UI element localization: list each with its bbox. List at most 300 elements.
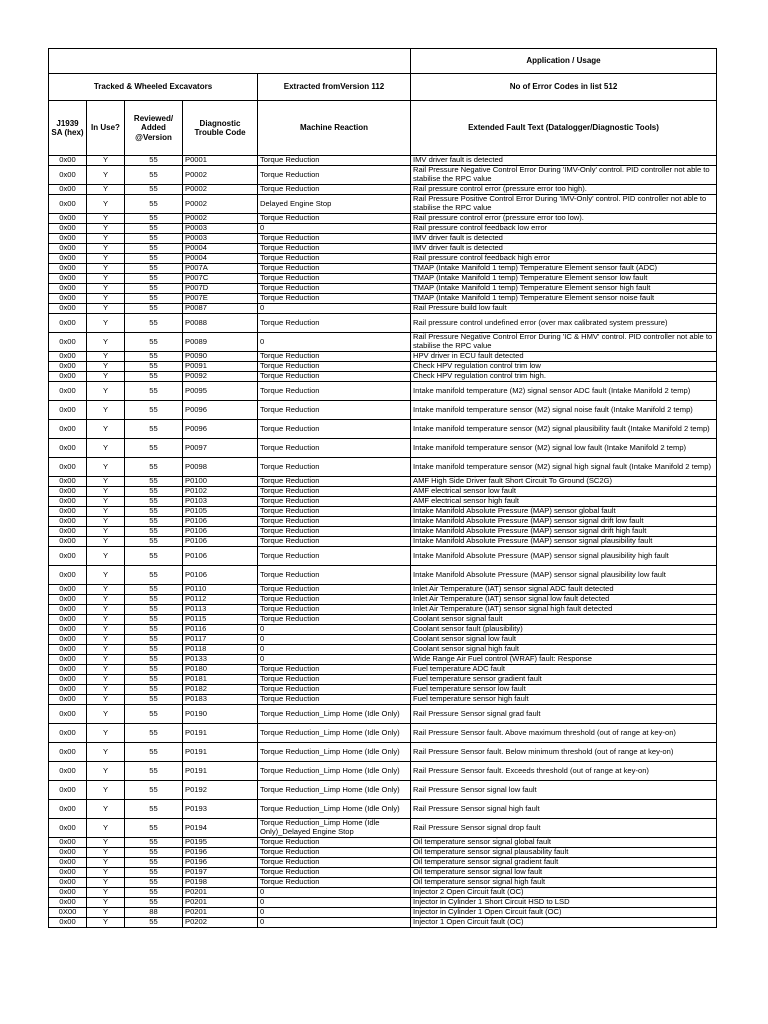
cell-version: 55: [125, 507, 183, 517]
cell-dtc: P0201: [183, 898, 258, 908]
table-row: [49, 382, 717, 401]
cell-fault-text: Fuel temperature sensor low fault: [411, 685, 717, 695]
cell-sa: 0x00: [49, 819, 87, 838]
cell-sa: 0x00: [49, 166, 87, 185]
cell-dtc: P0191: [183, 724, 258, 743]
cell-version: 55: [125, 284, 183, 294]
cell-in-use: Y: [87, 284, 125, 294]
cell-in-use: Y: [87, 858, 125, 868]
cell-in-use: Y: [87, 675, 125, 685]
cell-sa: 0x00: [49, 224, 87, 234]
cell-in-use: Y: [87, 517, 125, 527]
cell-fault-text: Fuel temperature sensor high fault: [411, 695, 717, 705]
cell-dtc: P0196: [183, 848, 258, 858]
cell-fault-text: TMAP (Intake Manifold 1 temp) Temperature Element sensor noise fault: [411, 294, 717, 304]
cell-sa: 0x00: [49, 781, 87, 800]
cell-dtc: P0196: [183, 858, 258, 868]
cell-in-use: Y: [87, 868, 125, 878]
cell-fault-text: Coolant sensor signal high fault: [411, 645, 717, 655]
cell-sa: 0x00: [49, 645, 87, 655]
table-row: [49, 566, 717, 585]
cell-reaction: Torque Reduction: [258, 244, 411, 254]
cell-dtc: P007E: [183, 294, 258, 304]
cell-version: 55: [125, 848, 183, 858]
cell-version: 55: [125, 195, 183, 214]
cell-sa: 0x00: [49, 362, 87, 372]
cell-in-use: Y: [87, 214, 125, 224]
cell-dtc: P0191: [183, 743, 258, 762]
cell-version: 55: [125, 264, 183, 274]
cell-version: 55: [125, 224, 183, 234]
cell-dtc: P0089: [183, 333, 258, 352]
cell-version: 55: [125, 382, 183, 401]
table-row: [49, 244, 717, 254]
cell-fault-text: Oil temperature sensor signal high fault: [411, 878, 717, 888]
table-row: [49, 878, 717, 888]
cell-sa: 0x00: [49, 625, 87, 635]
cell-reaction: Torque Reduction: [258, 665, 411, 675]
cell-reaction: Torque Reduction_Limp Home (Idle Only)_Delayed Engine Stop: [258, 819, 411, 838]
cell-fault-text: Fuel temperature sensor gradient fault: [411, 675, 717, 685]
cell-sa: 0x00: [49, 705, 87, 724]
table-row: [49, 695, 717, 705]
cell-dtc: P0112: [183, 595, 258, 605]
cell-sa: 0x00: [49, 382, 87, 401]
cell-fault-text: Injector 1 Open Circuit fault (OC): [411, 918, 717, 928]
table-row: [49, 848, 717, 858]
cell-sa: 0x00: [49, 537, 87, 547]
cell-fault-text: Intake manifold temperature sensor (M2) signal noise fault (Intake Manifold 2 temp): [411, 401, 717, 420]
cell-reaction: 0: [258, 918, 411, 928]
cell-in-use: Y: [87, 585, 125, 595]
cell-dtc: P0002: [183, 214, 258, 224]
extracted-version-header: Extracted fromVersion 112: [258, 74, 411, 101]
cell-sa: 0x00: [49, 605, 87, 615]
fault-code-table: [48, 48, 717, 928]
cell-sa: 0x00: [49, 615, 87, 625]
cell-sa: 0x00: [49, 477, 87, 487]
cell-reaction: Torque Reduction: [258, 605, 411, 615]
cell-dtc: P0001: [183, 156, 258, 166]
cell-version: 55: [125, 655, 183, 665]
cell-fault-text: Injector in Cylinder 1 Short Circuit HSD to LSD: [411, 898, 717, 908]
cell-dtc: P0087: [183, 304, 258, 314]
cell-version: 55: [125, 645, 183, 655]
cell-in-use: Y: [87, 838, 125, 848]
cell-in-use: Y: [87, 655, 125, 665]
cell-in-use: Y: [87, 625, 125, 635]
cell-reaction: Torque Reduction: [258, 420, 411, 439]
cell-sa: 0x00: [49, 314, 87, 333]
cell-fault-text: Intake manifold temperature sensor (M2) signal high signal fault (Intake Manifold 2 temp): [411, 458, 717, 477]
table-row: [49, 868, 717, 878]
cell-fault-text: AMF electrical sensor low fault: [411, 487, 717, 497]
table-row: [49, 477, 717, 487]
cell-sa: 0x00: [49, 517, 87, 527]
cell-version: 55: [125, 234, 183, 244]
cell-in-use: Y: [87, 497, 125, 507]
cell-sa: 0x00: [49, 635, 87, 645]
tracked-header: Tracked & Wheeled Excavators: [49, 74, 258, 101]
cell-in-use: Y: [87, 878, 125, 888]
cell-fault-text: Intake Manifold Absolute Pressure (MAP) sensor signal plausibility high fault: [411, 547, 717, 566]
cell-fault-text: Rail pressure control error (pressure error too low).: [411, 214, 717, 224]
fault-code-sheet: [48, 48, 716, 928]
cell-version: 55: [125, 888, 183, 898]
cell-dtc: P0113: [183, 605, 258, 615]
cell-reaction: Torque Reduction_Limp Home (Idle Only): [258, 724, 411, 743]
cell-fault-text: Rail Pressure Negative Control Error During 'IC & HMV' control. PID controller not able to stabilise the RPC value: [411, 333, 717, 352]
cell-version: 55: [125, 762, 183, 781]
table-row: [49, 284, 717, 294]
cell-version: 55: [125, 352, 183, 362]
cell-sa: 0x00: [49, 724, 87, 743]
cell-in-use: Y: [87, 615, 125, 625]
cell-reaction: 0: [258, 645, 411, 655]
cell-fault-text: Inlet Air Temperature (IAT) sensor signal high fault detected: [411, 605, 717, 615]
cell-dtc: P0201: [183, 908, 258, 918]
cell-reaction: 0: [258, 224, 411, 234]
cell-dtc: P0197: [183, 868, 258, 878]
cell-reaction: Torque Reduction: [258, 477, 411, 487]
cell-fault-text: Intake Manifold Absolute Pressure (MAP) sensor signal plausibility low fault: [411, 566, 717, 585]
cell-dtc: P0116: [183, 625, 258, 635]
cell-version: 55: [125, 918, 183, 928]
cell-reaction: Torque Reduction: [258, 878, 411, 888]
cell-version: 55: [125, 439, 183, 458]
cell-reaction: Torque Reduction: [258, 497, 411, 507]
cell-dtc: P0198: [183, 878, 258, 888]
cell-sa: 0x00: [49, 547, 87, 566]
cell-reaction: Torque Reduction: [258, 868, 411, 878]
cell-sa: 0x00: [49, 195, 87, 214]
cell-in-use: Y: [87, 304, 125, 314]
col-header-dtc: Diagnostic Trouble Code: [183, 101, 258, 156]
table-row: [49, 537, 717, 547]
table-row: [49, 527, 717, 537]
cell-in-use: Y: [87, 595, 125, 605]
cell-dtc: P0133: [183, 655, 258, 665]
cell-sa: 0x00: [49, 743, 87, 762]
table-row: [49, 635, 717, 645]
cell-version: 55: [125, 595, 183, 605]
cell-in-use: Y: [87, 458, 125, 477]
cell-fault-text: Oil temperature sensor signal plausability fault: [411, 848, 717, 858]
cell-reaction: Torque Reduction: [258, 166, 411, 185]
cell-fault-text: Wide Range Air Fuel control (WRAF) fault: Response: [411, 655, 717, 665]
cell-version: 55: [125, 458, 183, 477]
cell-version: 55: [125, 214, 183, 224]
cell-dtc: P0192: [183, 781, 258, 800]
cell-dtc: P0102: [183, 487, 258, 497]
cell-in-use: Y: [87, 918, 125, 928]
cell-sa: 0x00: [49, 352, 87, 362]
cell-version: 55: [125, 585, 183, 595]
cell-sa: 0x00: [49, 665, 87, 675]
cell-dtc: P0100: [183, 477, 258, 487]
cell-version: 55: [125, 685, 183, 695]
cell-reaction: Torque Reduction: [258, 294, 411, 304]
cell-version: 55: [125, 566, 183, 585]
table-row: [49, 838, 717, 848]
table-row: [49, 439, 717, 458]
cell-fault-text: Inlet Air Temperature (IAT) sensor signal ADC fault detected: [411, 585, 717, 595]
cell-sa: 0x00: [49, 848, 87, 858]
cell-fault-text: Coolant sensor signal low fault: [411, 635, 717, 645]
cell-sa: 0x00: [49, 858, 87, 868]
cell-in-use: Y: [87, 352, 125, 362]
cell-fault-text: Rail Pressure Sensor signal low fault: [411, 781, 717, 800]
cell-fault-text: Rail Pressure Sensor signal high fault: [411, 800, 717, 819]
table-row: [49, 264, 717, 274]
cell-version: 55: [125, 477, 183, 487]
cell-reaction: 0: [258, 304, 411, 314]
cell-version: 55: [125, 294, 183, 304]
cell-version: 55: [125, 274, 183, 284]
cell-dtc: P0003: [183, 224, 258, 234]
cell-version: 55: [125, 800, 183, 819]
cell-reaction: Torque Reduction: [258, 527, 411, 537]
table-row: [49, 234, 717, 244]
cell-dtc: P0103: [183, 497, 258, 507]
table-row: [49, 195, 717, 214]
cell-dtc: P007A: [183, 264, 258, 274]
table-row: [49, 858, 717, 868]
cell-dtc: P0088: [183, 314, 258, 333]
cell-version: 55: [125, 605, 183, 615]
cell-version: 55: [125, 743, 183, 762]
cell-sa: 0x00: [49, 304, 87, 314]
cell-dtc: P0106: [183, 537, 258, 547]
cell-dtc: P0096: [183, 401, 258, 420]
cell-in-use: Y: [87, 333, 125, 352]
table-row: [49, 156, 717, 166]
header-row-application: [49, 49, 717, 74]
col-header-sa: J1939 SA (hex): [49, 101, 87, 156]
cell-in-use: Y: [87, 166, 125, 185]
cell-fault-text: Fuel temperature ADC fault: [411, 665, 717, 675]
cell-reaction: Torque Reduction: [258, 156, 411, 166]
cell-in-use: Y: [87, 527, 125, 537]
cell-in-use: Y: [87, 244, 125, 254]
cell-fault-text: Rail Pressure Negative Control Error During 'IMV-Only' control. PID controller not able to stabilise the RPC value: [411, 166, 717, 185]
cell-sa: 0x00: [49, 762, 87, 781]
cell-sa: 0x00: [49, 264, 87, 274]
cell-reaction: Torque Reduction: [258, 372, 411, 382]
table-row: [49, 166, 717, 185]
cell-dtc: P0097: [183, 439, 258, 458]
cell-in-use: Y: [87, 605, 125, 615]
cell-dtc: P0194: [183, 819, 258, 838]
cell-version: 55: [125, 819, 183, 838]
cell-fault-text: Coolant sensor fault (plausibility): [411, 625, 717, 635]
cell-in-use: Y: [87, 224, 125, 234]
cell-fault-text: TMAP (Intake Manifold 1 temp) Temperature Element sensor fault (ADC): [411, 264, 717, 274]
cell-version: 55: [125, 156, 183, 166]
cell-in-use: Y: [87, 234, 125, 244]
table-row: [49, 497, 717, 507]
cell-in-use: Y: [87, 685, 125, 695]
table-row: [49, 314, 717, 333]
cell-fault-text: Oil temperature sensor signal gradient fault: [411, 858, 717, 868]
cell-in-use: Y: [87, 382, 125, 401]
cell-reaction: Torque Reduction_Limp Home (Idle Only): [258, 705, 411, 724]
cell-version: 55: [125, 675, 183, 685]
cell-in-use: Y: [87, 477, 125, 487]
cell-fault-text: TMAP (Intake Manifold 1 temp) Temperature Element sensor low fault: [411, 274, 717, 284]
cell-dtc: P007C: [183, 274, 258, 284]
cell-sa: 0x00: [49, 420, 87, 439]
cell-fault-text: Rail pressure control feedback high error: [411, 254, 717, 264]
cell-dtc: P0190: [183, 705, 258, 724]
cell-reaction: 0: [258, 635, 411, 645]
cell-version: 55: [125, 858, 183, 868]
cell-dtc: P0002: [183, 166, 258, 185]
cell-in-use: Y: [87, 507, 125, 517]
cell-dtc: P0201: [183, 888, 258, 898]
cell-sa: 0x00: [49, 675, 87, 685]
cell-in-use: Y: [87, 372, 125, 382]
cell-dtc: P0117: [183, 635, 258, 645]
cell-version: 55: [125, 254, 183, 264]
cell-reaction: Torque Reduction: [258, 439, 411, 458]
cell-reaction: Torque Reduction: [258, 458, 411, 477]
cell-dtc: P0191: [183, 762, 258, 781]
cell-sa: 0x00: [49, 507, 87, 517]
cell-fault-text: TMAP (Intake Manifold 1 temp) Temperature Element sensor high fault: [411, 284, 717, 294]
table-row: [49, 819, 717, 838]
cell-reaction: Torque Reduction: [258, 566, 411, 585]
cell-sa: 0x00: [49, 497, 87, 507]
cell-in-use: Y: [87, 362, 125, 372]
col-header-fault-text: Extended Fault Text (Datalogger/Diagnostic Tools): [411, 101, 717, 156]
cell-reaction: Delayed Engine Stop: [258, 195, 411, 214]
cell-fault-text: Check HPV regulation control trim low: [411, 362, 717, 372]
cell-in-use: Y: [87, 274, 125, 284]
cell-in-use: Y: [87, 665, 125, 675]
cell-version: 55: [125, 695, 183, 705]
cell-sa: 0x00: [49, 214, 87, 224]
cell-version: 55: [125, 362, 183, 372]
cell-in-use: Y: [87, 819, 125, 838]
cell-dtc: P0004: [183, 244, 258, 254]
cell-reaction: Torque Reduction_Limp Home (Idle Only): [258, 762, 411, 781]
cell-in-use: Y: [87, 254, 125, 264]
cell-dtc: P0098: [183, 458, 258, 477]
cell-sa: 0x00: [49, 566, 87, 585]
cell-version: 55: [125, 838, 183, 848]
table-row: [49, 908, 717, 918]
cell-fault-text: Check HPV regulation control trim high.: [411, 372, 717, 382]
cell-dtc: P0181: [183, 675, 258, 685]
cell-in-use: Y: [87, 724, 125, 743]
cell-fault-text: Rail Pressure Sensor signal grad fault: [411, 705, 717, 724]
cell-dtc: P0002: [183, 185, 258, 195]
cell-reaction: Torque Reduction: [258, 615, 411, 625]
cell-in-use: Y: [87, 645, 125, 655]
col-header-version: Reviewed/ Added @Version: [125, 101, 183, 156]
table-row: [49, 214, 717, 224]
table-row: [49, 185, 717, 195]
table-row: [49, 274, 717, 284]
cell-sa: 0x00: [49, 898, 87, 908]
cell-dtc: P0183: [183, 695, 258, 705]
table-row: [49, 547, 717, 566]
cell-dtc: P0180: [183, 665, 258, 675]
table-row: [49, 645, 717, 655]
cell-fault-text: Intake Manifold Absolute Pressure (MAP) sensor global fault: [411, 507, 717, 517]
cell-version: 55: [125, 625, 183, 635]
cell-version: 55: [125, 878, 183, 888]
cell-reaction: Torque Reduction: [258, 314, 411, 333]
cell-reaction: 0: [258, 625, 411, 635]
cell-sa: 0x00: [49, 655, 87, 665]
cell-reaction: Torque Reduction: [258, 595, 411, 605]
table-row: [49, 507, 717, 517]
table-row: [49, 294, 717, 304]
table-row: [49, 333, 717, 352]
cell-reaction: 0: [258, 655, 411, 665]
cell-reaction: Torque Reduction: [258, 487, 411, 497]
table-row: [49, 918, 717, 928]
table-row: [49, 372, 717, 382]
cell-dtc: P0004: [183, 254, 258, 264]
cell-dtc: P0002: [183, 195, 258, 214]
cell-dtc: P0105: [183, 507, 258, 517]
cell-dtc: P0118: [183, 645, 258, 655]
cell-reaction: Torque Reduction: [258, 507, 411, 517]
cell-in-use: Y: [87, 705, 125, 724]
cell-reaction: Torque Reduction: [258, 685, 411, 695]
table-row: [49, 615, 717, 625]
cell-in-use: Y: [87, 420, 125, 439]
cell-version: 55: [125, 185, 183, 195]
cell-dtc: P0182: [183, 685, 258, 695]
col-header-reaction: Machine Reaction: [258, 101, 411, 156]
cell-reaction: Torque Reduction: [258, 214, 411, 224]
cell-sa: 0X00: [49, 908, 87, 918]
cell-in-use: Y: [87, 156, 125, 166]
col-header-in-use: In Use?: [87, 101, 125, 156]
table-row: [49, 685, 717, 695]
cell-reaction: Torque Reduction: [258, 537, 411, 547]
cell-version: 55: [125, 304, 183, 314]
cell-version: 55: [125, 615, 183, 625]
cell-sa: 0x00: [49, 284, 87, 294]
cell-sa: 0x00: [49, 527, 87, 537]
cell-version: 55: [125, 401, 183, 420]
cell-fault-text: Injector 2 Open Circuit fault (OC): [411, 888, 717, 898]
cell-sa: 0x00: [49, 294, 87, 304]
cell-in-use: Y: [87, 743, 125, 762]
cell-reaction: Torque Reduction: [258, 264, 411, 274]
table-row: [49, 743, 717, 762]
table-row: [49, 458, 717, 477]
cell-reaction: Torque Reduction: [258, 185, 411, 195]
table-row: [49, 665, 717, 675]
cell-sa: 0x00: [49, 439, 87, 458]
cell-version: 55: [125, 372, 183, 382]
cell-fault-text: Intake Manifold Absolute Pressure (MAP) sensor signal drift low fault: [411, 517, 717, 527]
cell-sa: 0x00: [49, 695, 87, 705]
cell-version: 55: [125, 547, 183, 566]
table-row: [49, 595, 717, 605]
table-row: [49, 724, 717, 743]
cell-sa: 0x00: [49, 487, 87, 497]
cell-reaction: Torque Reduction: [258, 838, 411, 848]
cell-version: 88: [125, 908, 183, 918]
cell-version: 55: [125, 333, 183, 352]
